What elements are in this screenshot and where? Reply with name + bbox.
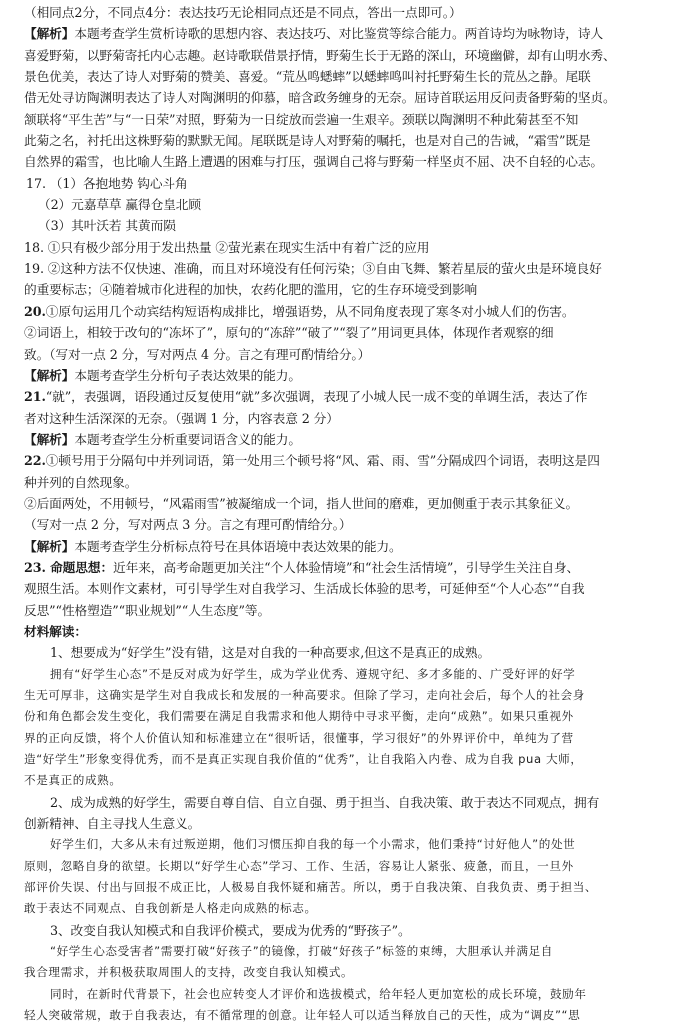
text-line bbox=[24, 749, 674, 770]
text-line bbox=[24, 600, 674, 621]
line-text: 本题考查学生赏析诗歌的思想内容、表达技巧、对比鉴赏等综合能力。两首诗均为咏物诗，诗人 bbox=[74, 26, 604, 42]
text-line bbox=[24, 536, 674, 557]
line-text: 生无可厚非，这确实是学生对自我成长和发展的一种高要求。但除了学习，走向社会后，每个人的社会身 bbox=[24, 688, 585, 702]
line-text: 份和角色都会发生变化，我们需要在满足自我需求和他人期待中寻求平衡，走向“成熟”。如果只重视外 bbox=[24, 709, 574, 724]
line-text: 同时，在新时代背景下，社会也应转变人才评价和选拔模式，给年轻人更加宽松的成长环境，鼓励年 bbox=[50, 986, 587, 1001]
line-text: 致。（写对一点 2 分，写对两点 4 分。言之有理可酌情给分。） bbox=[24, 346, 371, 362]
line-text: （2）元嘉草草 赢得仓皇北顾 bbox=[38, 197, 201, 213]
text-line bbox=[24, 685, 674, 706]
text-line bbox=[24, 834, 674, 855]
text-line bbox=[24, 109, 674, 130]
text-line bbox=[24, 173, 674, 194]
line-text: ②词语上，相较于改句的“冻坏了”，原句的“冻辞”“破了”“裂了”用词更具体，体现作者观察的细 bbox=[24, 325, 554, 341]
line-text: ①原句运用几个动宾结构短语构成排比，增强语势，从不同角度表现了寒冬对小城人们的伤害。 bbox=[45, 303, 575, 319]
line-text: 颔联将“平生苦”与“一日荣”对照，野菊为一日绽放而尝遍一生艰辛。颈联以陶渊明不种此菊甚至不知 bbox=[24, 111, 579, 127]
line-text: （3）其叶沃若 其黄而陨 bbox=[38, 218, 176, 234]
text-line bbox=[24, 1005, 674, 1026]
text-line bbox=[24, 941, 674, 962]
line-text: 此菊之名，衬托出这株野菊的默默无闻。尾联既是诗人对野菊的嘱托，也是对自己的告诫，“霜雪”既是 bbox=[24, 133, 591, 149]
line-text: 界的正向反馈，将个人价值认知和标准建立在“很听话，很懂事，学习很好”的外界评价中，单纯为了营 bbox=[24, 730, 574, 745]
line-text: 我合理需求，并积极获取周围人的支持，改变自我认知模式。 bbox=[24, 965, 354, 980]
line-text: 者对这种生活深深的无奈。（强调 1 分，内容表意 2 分） bbox=[24, 410, 339, 426]
line-text: 造“好学生”形象变得优秀，而不是真正实现自我价值的“优秀”，让自我陷入内卷、成为自我 pua 大师， bbox=[24, 752, 583, 767]
line-text: 景色优美，表达了诗人对野菊的赞美、喜爱。“荒丛鸣蟋蟀”以蟋蟀鸣叫衬托野菊生长的荒丛之静。尾联 bbox=[24, 69, 591, 85]
line-text: 反思”“性格塑造”“职业规划”“人生态度”等。 bbox=[24, 602, 271, 618]
text-line bbox=[24, 493, 674, 514]
text-line bbox=[24, 920, 674, 941]
line-text: 的重要标志；④随着城市化进程的加快，农药化肥的滥用，它的生存环境受到影响 bbox=[24, 282, 478, 298]
bold-label: 【解析】 bbox=[24, 367, 75, 383]
text-line bbox=[24, 279, 674, 300]
text-line bbox=[24, 429, 674, 450]
bold-label: 20. bbox=[24, 303, 46, 319]
text-line bbox=[24, 642, 674, 663]
line-text: “就”，表强调，语段通过反复使用“就”多次强调，表现了小城人民一成不变的单调生活，表达了作 bbox=[45, 389, 588, 405]
bold-label: 23. 命题思想： bbox=[24, 559, 114, 575]
line-text: 轻人突破常规，敢于自我表达，有不循常理的创意。让年轻人可以适当释放自己的天性，成为“调皮”“思 bbox=[24, 1008, 581, 1023]
line-text: 观照生活。本则作文素材，可引导学生对自我学习、生活成长体验的思考，可延伸至“个人心态”“自我 bbox=[24, 581, 585, 597]
text-line bbox=[24, 194, 674, 215]
line-text: （相同点2分，不同点4分：表达技巧无论相同点还是不同点，答出一点即可。） bbox=[24, 5, 462, 20]
text-line bbox=[24, 813, 674, 834]
text-line bbox=[24, 557, 674, 578]
text-line bbox=[24, 301, 674, 322]
bold-label: 21. bbox=[24, 389, 46, 405]
line-text: 本题考查学生分析句子表达效果的能力。 bbox=[74, 367, 301, 383]
line-text: “好学生心态受害者”需要打破“好孩子”的镜像，打破“好孩子”标签的束缚，大胆承认并满足自 bbox=[50, 944, 554, 959]
text-line bbox=[24, 87, 674, 108]
text-line bbox=[24, 706, 674, 727]
text-line bbox=[24, 258, 674, 279]
line-text: 19. ②这种方法不仅快速、准确，而且对环境没有任何污染；③自由飞舞、繁若星辰的萤火虫是环境良好 bbox=[24, 261, 602, 277]
line-text: 2、成为成熟的好学生，需要自尊自信、自立自强、勇于担当、自我决策、敢于表达不同观点，拥有 bbox=[50, 794, 600, 810]
line-text: 近年来，高考命题更加关注“个人体验情境”和“社会生活情境”，引导学生关注自身、 bbox=[113, 559, 580, 575]
bold-label: 材料解读： bbox=[24, 623, 87, 639]
line-text: 本题考查学生分析重要词语含义的能力。 bbox=[74, 431, 301, 447]
line-text: 18. ①只有极少部分用于发出热量 ②萤光素在现实生活中有着广泛的应用 bbox=[24, 239, 430, 255]
text-line bbox=[24, 877, 674, 898]
line-text: 喜爱野菊，以野菊寄托内心志趣。赵诗歌联借景抒情，野菊生长于无路的深山，环境幽僻，却有山明水秀、 bbox=[24, 47, 616, 63]
line-text: 创新精神、自主寻找人生意义。 bbox=[24, 816, 201, 832]
text-line bbox=[24, 237, 674, 258]
text-line bbox=[24, 792, 674, 813]
text-line bbox=[24, 365, 674, 386]
line-text: 3、改变自我认知模式和自我评价模式，要成为优秀的“野孩子”。 bbox=[50, 922, 411, 938]
line-text: ②后面两处，不用顿号，“风霜雨雪”被凝缩成一个词，指人世间的磨难，更加侧重于表示其象征义。 bbox=[24, 495, 579, 511]
line-text: 自然界的霜雪，也比喻人生路上遭遇的困难与打压，强调自己将与野菊一样坚贞不屈、决不自轻的心志。 bbox=[24, 154, 604, 170]
text-line bbox=[24, 770, 674, 791]
line-text: 借无处寻访陶渊明表达了诗人对陶渊明的仰慕，暗含政务缠身的无奈。屈诗首联运用反问责备野菊的坚贞。 bbox=[24, 90, 616, 106]
line-text: 敢于表达不同观点、自我创新是人格走向成熟的标志。 bbox=[24, 901, 317, 916]
text-line bbox=[24, 2, 674, 23]
text-line bbox=[24, 45, 674, 66]
text-line bbox=[24, 130, 674, 151]
text-line bbox=[24, 514, 674, 535]
text-line bbox=[24, 472, 674, 493]
text-line bbox=[24, 898, 674, 919]
text-line bbox=[24, 322, 674, 343]
text-line bbox=[24, 408, 674, 429]
line-text: 好学生们，大多从未有过叛逆期，他们习惯压抑自我的每一个小需求，他们秉持“讨好他人”的处世 bbox=[50, 837, 576, 852]
text-line bbox=[24, 962, 674, 983]
line-text: 不是真正的成熟。 bbox=[24, 773, 122, 788]
text-line bbox=[24, 450, 674, 471]
text-line bbox=[24, 386, 674, 407]
bold-label: 【解析】 bbox=[24, 538, 75, 554]
line-text: （写对一点 2 分，写对两点 3 分。言之有理可酌情给分。） bbox=[24, 517, 352, 533]
line-text: 拥有“好学生心态”不是反对成为好学生，成为学业优秀、遵规守纪、多才多能的、广受好评的好学 bbox=[50, 666, 576, 681]
text-line bbox=[24, 664, 674, 685]
line-text: 部评价失误、付出与回报不成正比，人极易自我怀疑和痛苦。所以，勇于自我决策、自我负责、勇于担当、 bbox=[24, 880, 598, 895]
text-line bbox=[24, 23, 674, 44]
text-line bbox=[24, 344, 674, 365]
line-text: 原则，忽略自身的欲望。长期以“好学生心态”学习、工作、生活，容易让人紧张、疲惫，而且，一旦外 bbox=[24, 858, 574, 873]
bold-label: 【解析】 bbox=[24, 26, 75, 42]
line-text: 本题考查学生分析标点符号在具体语境中表达效果的能力。 bbox=[74, 538, 402, 554]
bold-label: 22. bbox=[24, 453, 46, 469]
line-text: 种并列的自然现象。 bbox=[24, 474, 138, 490]
text-line bbox=[24, 856, 674, 877]
line-text: ①顿号用于分隔句中并列词语，第一处用三个顿号将“风、霜、雨、雪”分隔成四个词语，表明这是四 bbox=[45, 453, 600, 469]
text-line bbox=[24, 621, 674, 642]
line-text: 17. （1）各抱地势 钩心斗角 bbox=[26, 175, 188, 191]
text-line bbox=[24, 151, 674, 172]
text-line bbox=[24, 728, 674, 749]
line-text: 1、想要成为“好学生”没有错，这是对自我的一种高要求,但这不是真正的成熟。 bbox=[50, 645, 491, 661]
text-line bbox=[24, 578, 674, 599]
text-line bbox=[24, 66, 674, 87]
bold-label: 【解析】 bbox=[24, 431, 75, 447]
text-line bbox=[24, 215, 674, 236]
